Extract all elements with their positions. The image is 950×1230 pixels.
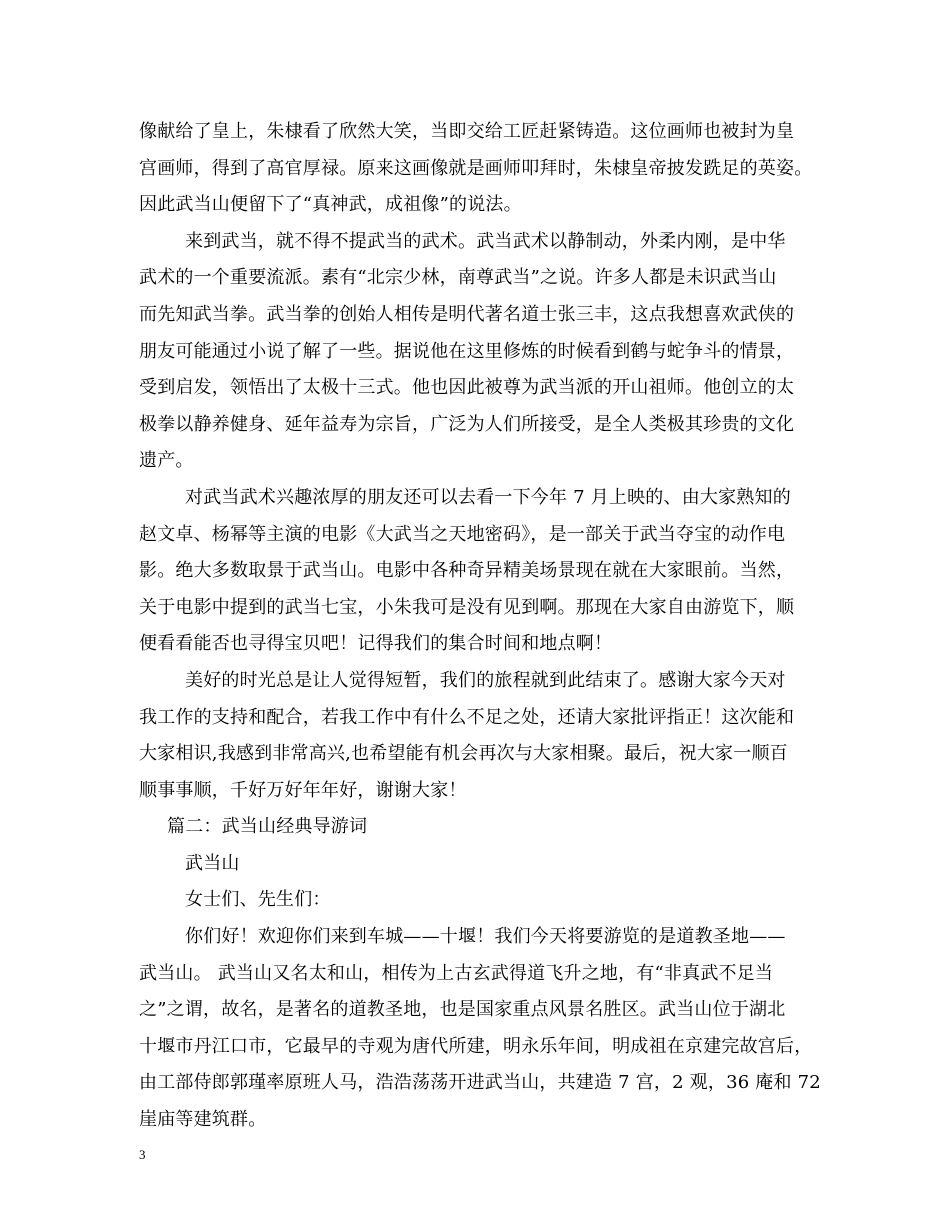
text-line: 因此武当山便留下了“真神武，成祖像”的说法。: [139, 194, 522, 216]
text-line: 朋友可能通过小说了解了一些。据说他在这里修炼的时候看到鹤与蛇争斗的情景，: [139, 340, 795, 362]
text-line: 你们好！欢迎你们来到车城——十堰！我们今天将要游览的是道教圣地——: [185, 926, 786, 948]
text-line: 之”之谓，故名，是著名的道教圣地，也是国家重点风景名胜区。武当山位于湖北: [139, 999, 786, 1021]
text-line: 像献给了皇上，朱棣看了欣然大笑，当即交给工匠赶紧铸造。这位画师也被封为皇: [139, 121, 795, 142]
text-line: 我工作的支持和配合，若我工作中有什么不足之处，还请大家批评指正！这次能和: [139, 706, 795, 728]
text-line: 而先知武当拳。武当拳的创始人相传是明代著名道士张三丰，这点我想喜欢武侠的: [139, 303, 795, 325]
text-line: 十堰市丹江口市，它最早的寺观为唐代所建，明永乐年间，明成祖在京建完故宫后，: [139, 1035, 813, 1057]
text-line: 受到启发，领悟出了太极十三式。他也因此被尊为武当派的开山祖师。他创立的太: [139, 377, 795, 399]
paragraph-continuation: [139, 114, 823, 224]
section-title: 篇二：武当山经典导游词: [167, 816, 368, 838]
text-line: 便看看能否也寻得宝贝吧！记得我们的集合时间和地点啊！: [139, 633, 613, 655]
text-line: 关于电影中提到的武当七宝，小朱我可是没有见到啊。那现在大家自由游览下，顺: [139, 596, 795, 618]
page-number: 3: [139, 1147, 146, 1162]
greeting-line: 女士们、先生们：: [185, 889, 331, 911]
text-line: 顺事事顺，千好万好年年好，谢谢大家！: [139, 779, 467, 801]
paragraph-movie: [139, 480, 823, 663]
text-line: 武当山。 武当山又名太和山，相传为上古玄武得道飞升之地，有“非真武不足当: [139, 962, 774, 984]
document-body: [139, 114, 823, 1139]
text-line: 遗产。: [139, 450, 194, 472]
section-subtitle: 武当山: [185, 852, 240, 874]
text-line: 影。绝大多数取景于武当山。电影中各种奇异精美场景现在就在大家眼前。当然，: [139, 560, 795, 582]
text-line: 来到武当，就不得不提武当的武术。武当武术以静制动，外柔内刚，是中华: [185, 230, 786, 252]
paragraph-martial-arts: [139, 224, 823, 480]
section-heading: [139, 809, 823, 919]
text-line: 宫画师，得到了高官厚禄。原来这画像就是画师叩拜时，朱棣皇帝披发跣足的英姿。: [139, 157, 813, 179]
text-line: 武术的一个重要流派。素有“北宗少林，南尊武当”之说。许多人都是未识武当山: [139, 267, 777, 289]
text-line: 对武当武术兴趣浓厚的朋友还可以去看一下今年 7 月上映的、由大家熟知的: [185, 486, 791, 508]
text-line: 极拳以静养健身、延年益寿为宗旨，广泛为人们所接受，是全人类极其珍贵的文化: [139, 413, 795, 435]
paragraph-farewell: [139, 663, 823, 809]
text-line: 崖庙等建筑群。: [139, 1109, 267, 1131]
text-line: 由工部侍郎郭瑾率原班人马，浩浩荡荡开进武当山，共建造 7 宫，2 观，36 庵和 72: [139, 1072, 821, 1094]
paragraph-introduction: [139, 919, 823, 1139]
text-line: 赵文卓、杨幂等主演的电影《大武当之天地密码》，是一部关于武当夺宝的动作电: [139, 523, 786, 545]
text-line: 美好的时光总是让人觉得短暂，我们的旅程就到此结束了。感谢大家今天对: [185, 669, 786, 691]
text-line: 大家相识,我感到非常高兴,也希望能有机会再次与大家相聚。最后，祝大家一顺百: [139, 743, 788, 765]
